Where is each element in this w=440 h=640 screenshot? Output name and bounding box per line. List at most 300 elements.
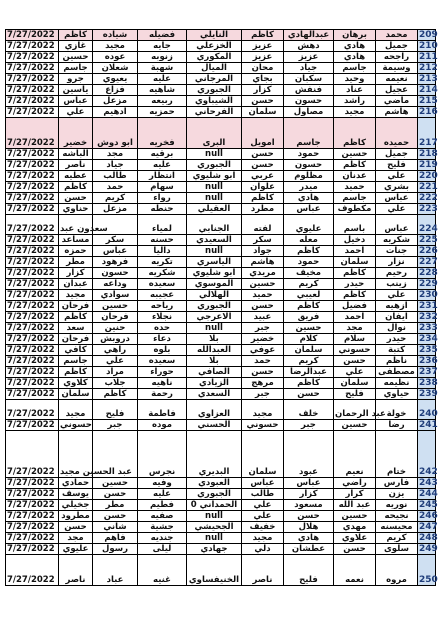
first-name-cell: علي	[376, 204, 418, 215]
row-number-cell: 225	[419, 235, 438, 245]
grandfather-cell: عزيز	[284, 52, 334, 63]
grandfather-cell: خلف	[284, 400, 334, 420]
first-name-cell: عباس	[376, 215, 418, 235]
mother-father-cell: مطرد	[242, 204, 284, 215]
grandfather-cell: هادي	[284, 193, 334, 204]
father-cell: كاظم	[334, 268, 376, 279]
mother-first-name-cell: فطيم	[138, 500, 187, 511]
date-cell: 7/27/2022	[6, 431, 59, 478]
tribe-cell: الخزعلي	[187, 41, 242, 52]
tribe-cell: null	[187, 533, 242, 544]
grandfather-name-cell: حمادي	[59, 478, 93, 489]
mother-first-name-cell: عليه	[138, 489, 187, 500]
mother-first-name-cell: شهبة	[138, 63, 187, 74]
tribe-cell: null	[187, 149, 242, 160]
row-number-cell: 227	[419, 257, 438, 267]
first-name-cell: راجحه	[376, 52, 418, 63]
table-row	[6, 478, 436, 489]
father-name-cell: مزعل	[93, 96, 138, 107]
date-cell: 7/27/2022	[6, 511, 59, 522]
date-cell: 7/27/2022	[6, 400, 59, 420]
grandfather-name-cell: كلاوي	[59, 378, 93, 389]
grandfather-name-cell: غازي	[59, 41, 93, 52]
mother-father-cell: حسوني	[242, 420, 284, 431]
table-row	[6, 533, 436, 544]
tribe-cell: الاعرجي	[187, 312, 242, 323]
first-name-cell: فليح	[376, 160, 418, 171]
father-cell: برهان	[334, 30, 376, 41]
date-cell: 7/27/2022	[6, 389, 59, 400]
date-cell: 7/27/2022	[6, 312, 59, 323]
date-cell: 7/27/2022	[6, 149, 59, 160]
date-cell: 7/27/2022	[6, 204, 59, 215]
row-number-cell: 220	[419, 171, 438, 181]
table-row	[6, 118, 436, 149]
grandfather-cell: ميدر	[284, 182, 334, 193]
father-name-cell: عوده	[93, 52, 138, 63]
date-cell: 7/27/2022	[6, 257, 59, 268]
table-row	[6, 30, 436, 41]
grandfather-name-cell: عطيه	[59, 171, 93, 182]
date-cell: 7/27/2022	[6, 290, 59, 301]
tribe-cell: الخنيفساوي	[187, 555, 242, 586]
first-name-cell: سلوى	[376, 544, 418, 555]
table-row	[6, 182, 436, 193]
mother-first-name-cell: ليلى	[138, 544, 187, 555]
tribe-cell: الفرحاني	[187, 107, 242, 118]
tribe-cell: العبودي	[187, 478, 242, 489]
father-name-cell: عباس	[93, 246, 138, 257]
grandfather-name-cell: جخيلي	[59, 500, 93, 511]
father-cell: جاسم	[334, 193, 376, 204]
tribe-cell: الزيادي	[187, 378, 242, 389]
row-number-cell: 222	[419, 193, 438, 203]
grandfather-name-cell: سلمان	[59, 389, 93, 400]
father-cell: حسن	[334, 356, 376, 367]
grandfather-cell: سلمان	[284, 345, 334, 356]
grandfather-name-cell: كاظم	[59, 312, 93, 323]
tribe-cell: null	[187, 323, 242, 334]
table-row	[6, 96, 436, 107]
grandfather-name-cell: حسن	[59, 522, 93, 533]
mother-father-cell: جواد	[242, 246, 284, 257]
father-name-cell: مراد	[93, 367, 138, 378]
mother-father-cell: مجيد	[242, 533, 284, 544]
records-table	[5, 29, 436, 586]
mother-first-name-cell: موده	[138, 420, 187, 431]
row-number-cell: 250	[418, 555, 436, 586]
grandfather-name-cell: مساعد	[59, 235, 93, 246]
row-number-cell: 240	[418, 400, 436, 420]
grandfather-cell: جبر	[284, 420, 334, 431]
father-cell: حسن	[334, 544, 376, 555]
grandfather-cell: كاظم	[284, 301, 334, 312]
mother-first-name-cell: ربيعه	[138, 96, 187, 107]
mother-father-cell: محان	[242, 63, 284, 74]
mother-father-cell: سلمان	[242, 107, 284, 118]
grandfather-cell: كريم	[284, 279, 334, 290]
date-cell: 7/27/2022	[6, 356, 59, 367]
grandfather-cell: معله	[284, 235, 334, 246]
mother-father-cell: كاظم	[242, 193, 284, 204]
tribe-cell: السعيدي	[187, 235, 242, 246]
first-name-cell: رضا	[376, 420, 418, 431]
table-row	[6, 204, 436, 215]
tribe-cell: الموسوي	[187, 279, 242, 290]
table-row	[6, 431, 436, 478]
mother-first-name-cell: داليا	[138, 246, 187, 257]
tribe-cell: null	[187, 511, 242, 522]
grandfather-name-cell: فرحان	[59, 301, 93, 312]
grandfather-name-cell: سعد	[59, 323, 93, 334]
mother-father-cell: هاشم	[242, 257, 284, 268]
table-row	[6, 63, 436, 74]
row-number-cell: 230	[419, 290, 438, 300]
mother-father-cell: ناصر	[242, 555, 284, 586]
father-cell: نعمه	[334, 555, 376, 586]
grandfather-cell: حسن	[284, 511, 334, 522]
mother-father-cell: طالب	[242, 489, 284, 500]
row-number-cell: 246	[419, 511, 438, 521]
grandfather-cell: عباس	[284, 204, 334, 215]
father-cell: عناد	[334, 85, 376, 96]
father-name-cell: فرحان	[93, 312, 138, 323]
mother-father-cell: مجيد	[242, 400, 284, 420]
first-name-cell: نزار	[376, 257, 418, 268]
mother-father-cell: مريدي	[242, 268, 284, 279]
table-row	[6, 193, 436, 204]
grandfather-cell: مصاول	[284, 107, 334, 118]
grandfather-cell: هادي	[284, 533, 334, 544]
tribe-cell: الصافي	[187, 367, 242, 378]
grandfather-name-cell: جرو	[59, 74, 93, 85]
row-number-cell: 223	[419, 204, 438, 214]
grandfather-cell: سكبان	[284, 74, 334, 85]
grandfather-cell: مسعود	[284, 500, 334, 511]
date-cell: 7/27/2022	[6, 544, 59, 555]
father-cell: فضيل	[334, 301, 376, 312]
first-name-cell: مصطفى	[376, 367, 418, 378]
mother-father-cell: كزار	[242, 85, 284, 96]
table-row	[6, 160, 436, 171]
father-name-cell: شاني	[93, 522, 138, 533]
grandfather-name-cell: عباس	[59, 96, 93, 107]
date-cell: 7/27/2022	[6, 420, 59, 431]
father-cell: راشد	[334, 96, 376, 107]
father-name-cell: حسون	[93, 268, 138, 279]
mother-father-cell: سكر	[242, 235, 284, 246]
grandfather-name-cell: جاسم	[59, 63, 93, 74]
father-name-cell: فزاع	[93, 85, 138, 96]
grandfather-cell: حمود	[284, 257, 334, 268]
table-row	[6, 489, 436, 500]
date-cell: 7/27/2022	[6, 107, 59, 118]
grandfather-name-cell: مطرود	[59, 511, 93, 522]
first-name-cell: عجيل	[376, 85, 418, 96]
row-number-cell: 237	[419, 367, 438, 377]
first-name-cell: حياوي	[376, 389, 418, 400]
mother-first-name-cell: عليه	[138, 74, 187, 85]
first-name-cell: حيدر	[376, 334, 418, 345]
father-name-cell: ادهيم	[93, 107, 138, 118]
father-cell: مهدي	[334, 522, 376, 533]
father-cell: عبد الرحمان	[334, 400, 376, 420]
mother-first-name-cell: ناهيه	[138, 378, 187, 389]
father-name-cell: مجيد	[93, 41, 138, 52]
table-row	[6, 171, 436, 182]
grandfather-name-cell: خضير	[59, 118, 93, 149]
father-name-cell: فليح	[93, 400, 138, 420]
father-cell: عدنان	[334, 171, 376, 182]
tribe-cell: ابو شليوي	[187, 171, 242, 182]
tribe-cell: العقيلي	[187, 204, 242, 215]
mother-father-cell: حميد	[242, 290, 284, 301]
row-number-cell: 244	[419, 489, 438, 499]
first-name-cell: ناظم	[376, 356, 418, 367]
grandfather-cell: عباس	[284, 478, 334, 489]
grandfather-cell: حسون	[284, 96, 334, 107]
table-row	[6, 522, 436, 533]
father-name-cell: حمد	[93, 182, 138, 193]
row-number-cell: 233	[419, 323, 438, 333]
first-name-cell: بشري	[376, 182, 418, 193]
mother-father-cell: علي	[242, 500, 284, 511]
first-name-cell: نجيحه	[376, 511, 418, 522]
grandfather-name-cell: يوسف	[59, 489, 93, 500]
grandfather-name-cell: كافي	[59, 345, 93, 356]
table-row	[6, 279, 436, 290]
tribe-cell: الياسري	[187, 257, 242, 268]
first-name-cell: ماضي	[376, 96, 418, 107]
row-number-cell: 238	[419, 378, 438, 388]
grandfather-name-cell: كاظم	[59, 30, 93, 41]
mother-first-name-cell: فضيله	[138, 30, 187, 41]
mother-first-name-cell: فاطمة	[138, 400, 187, 420]
father-cell: فليح	[334, 389, 376, 400]
table-row	[6, 215, 436, 235]
grandfather-name-cell: ناصر	[59, 555, 93, 586]
father-name-cell: رسول	[93, 544, 138, 555]
row-number-cell: 224	[418, 215, 436, 235]
table-row	[6, 301, 436, 312]
table-row	[6, 235, 436, 246]
date-cell: 7/27/2022	[6, 489, 59, 500]
father-name-cell: فرهود	[93, 257, 138, 268]
table-row	[6, 420, 436, 431]
mother-first-name-cell: لمياء	[138, 215, 187, 235]
grandfather-name-cell: مجد	[59, 533, 93, 544]
grandfather-cell: فريق	[284, 312, 334, 323]
grandfather-cell: عطشان	[284, 544, 334, 555]
date-cell: 7/27/2022	[6, 235, 59, 246]
grandfather-name-cell: حسن	[59, 193, 93, 204]
mother-first-name-cell: سعيده	[138, 356, 187, 367]
date-cell: 7/27/2022	[6, 522, 59, 533]
mother-first-name-cell: زنوبه	[138, 52, 187, 63]
row-number-cell: 210	[419, 41, 438, 51]
tribe-cell: المكوري	[187, 52, 242, 63]
date-cell: 7/27/2022	[6, 246, 59, 257]
father-cell: هادي	[334, 52, 376, 63]
grandfather-cell: لعيبي	[284, 290, 334, 301]
father-cell: وحيد	[334, 74, 376, 85]
mother-first-name-cell: بلوه	[138, 345, 187, 356]
mother-first-name-cell: انتظار	[138, 171, 187, 182]
grandfather-name-cell: مجيد	[59, 400, 93, 420]
father-name-cell: حسن	[93, 511, 138, 522]
date-cell: 7/27/2022	[6, 478, 59, 489]
table-row	[6, 555, 436, 586]
date-cell: 7/27/2022	[6, 378, 59, 389]
date-cell: 7/27/2022	[6, 118, 59, 149]
mother-father-cell: حسن	[242, 160, 284, 171]
date-cell: 7/27/2022	[6, 52, 59, 63]
father-cell: سلمان	[334, 257, 376, 268]
mother-first-name-cell: حنطه	[138, 204, 187, 215]
father-name-cell: عباد	[93, 555, 138, 586]
father-cell: حسين	[334, 149, 376, 160]
row-number-cell: 213	[419, 74, 438, 84]
table-row	[6, 257, 436, 268]
father-name-cell: فاهم	[93, 533, 138, 544]
mother-father-cell: جبر	[242, 323, 284, 334]
table-row	[6, 41, 436, 52]
row-number-cell: 214	[419, 85, 438, 95]
father-name-cell: ابو دوش	[93, 118, 138, 149]
table-row	[6, 544, 436, 555]
spreadsheet	[0, 29, 440, 605]
first-name-cell: محمد	[376, 30, 418, 41]
mother-father-cell: عزيز	[242, 52, 284, 63]
row-number-cell: 221	[419, 182, 438, 192]
date-cell: 7/27/2022	[6, 500, 59, 511]
father-name-cell: طالب	[93, 171, 138, 182]
grandfather-cell: فليح	[284, 555, 334, 586]
father-name-cell: مجد	[93, 149, 138, 160]
father-cell: باسم	[334, 215, 376, 235]
mother-first-name-cell: شاهيه	[138, 85, 187, 96]
row-number-cell: 211	[419, 52, 438, 62]
date-cell: 7/27/2022	[6, 193, 59, 204]
grandfather-name-cell: جاسم	[59, 356, 93, 367]
first-name-cell: عباس	[376, 193, 418, 204]
date-cell: 7/27/2022	[6, 555, 59, 586]
table-row	[6, 74, 436, 85]
grandfather-name-cell: كاظم	[59, 182, 93, 193]
mother-father-cell: حمد	[242, 356, 284, 367]
mother-father-cell: عربي	[242, 171, 284, 182]
grandfather-name-cell: فرحان	[59, 334, 93, 345]
grandfather-name-cell: ناصر	[59, 160, 93, 171]
grandfather-cell: كاظم	[284, 378, 334, 389]
tribe-cell: السعدي	[187, 389, 242, 400]
first-name-cell: كتبة	[376, 345, 418, 356]
first-name-cell: خولة	[376, 400, 418, 420]
mother-first-name-cell: عليه	[138, 160, 187, 171]
father-cell: حميد	[334, 182, 376, 193]
father-cell: كاظم	[334, 118, 376, 149]
row-number-cell: 242	[418, 431, 436, 478]
first-name-cell: جميل	[376, 149, 418, 160]
first-name-cell: حميده	[376, 118, 418, 149]
mother-first-name-cell: رواء	[138, 193, 187, 204]
row-number-cell: 239	[419, 389, 438, 399]
first-name-cell: زينب	[376, 279, 418, 290]
father-name-cell: علي	[93, 356, 138, 367]
tribe-cell: الجبوري	[187, 489, 242, 500]
mother-father-cell: حسين	[242, 279, 284, 290]
date-cell: 7/27/2022	[6, 279, 59, 290]
first-name-cell: نوال	[376, 323, 418, 334]
father-cell: نعيم	[334, 431, 376, 478]
tribe-cell: المرجاني	[187, 74, 242, 85]
tribe-cell: الجنابي	[187, 215, 242, 235]
father-cell: سلمان	[334, 378, 376, 389]
date-cell: 7/27/2022	[6, 215, 59, 235]
date-cell: 7/27/2022	[6, 533, 59, 544]
first-name-cell: ازهيه	[376, 301, 418, 312]
father-name-cell: جلاب	[93, 378, 138, 389]
table-row	[6, 323, 436, 334]
grandfather-name-cell: ياسين	[59, 85, 93, 96]
tribe-cell: الهلالي	[187, 290, 242, 301]
tribe-cell: العبدالله	[187, 345, 242, 356]
table-row	[6, 246, 436, 257]
grandfather-name-cell: حسين	[59, 52, 93, 63]
father-name-cell: يعيوي	[93, 74, 138, 85]
tribe-cell: بلا	[187, 356, 242, 367]
grandfather-cell: عليوي	[284, 215, 334, 235]
date-cell: 7/27/2022	[6, 268, 59, 279]
mother-first-name-cell: رحمة	[138, 389, 187, 400]
mother-father-cell: لفته	[242, 215, 284, 235]
first-name-cell: هاشم	[376, 107, 418, 118]
tribe-cell: جهادي	[187, 544, 242, 555]
first-name-cell: مروه	[376, 555, 418, 586]
grandfather-name-cell: الباشه	[59, 149, 93, 160]
date-cell: 7/27/2022	[6, 30, 59, 41]
father-name-cell: حسين	[93, 478, 138, 489]
father-name-cell: جبر	[93, 420, 138, 431]
table-row	[6, 500, 436, 511]
grandfather-name-cell: سعدون عبد	[59, 215, 93, 235]
grandfather-name-cell: عليوي	[59, 544, 93, 555]
father-cell: مجد	[334, 323, 376, 334]
table-row	[6, 356, 436, 367]
mother-first-name-cell: صفيه	[138, 511, 187, 522]
mother-first-name-cell: نجلاء	[138, 312, 187, 323]
father-name-cell: راهي	[93, 345, 138, 356]
table-row	[6, 400, 436, 420]
grandfather-cell: هلال	[284, 522, 334, 533]
row-number-cell: 247	[419, 522, 438, 532]
tribe-cell: النايلي	[187, 30, 242, 41]
mother-first-name-cell: دعاء	[138, 334, 187, 345]
grandfather-cell: جياد	[284, 63, 334, 74]
table-row	[6, 312, 436, 323]
father-name-cell: سوادي	[93, 290, 138, 301]
father-cell: حسين	[334, 420, 376, 431]
row-number-cell: 219	[419, 160, 438, 170]
first-name-cell: يزن	[376, 489, 418, 500]
mother-father-cell: بجاي	[242, 74, 284, 85]
mother-first-name-cell: حمزيه	[138, 107, 187, 118]
mother-father-cell: حسن	[242, 301, 284, 312]
grandfather-cell: مخيف	[284, 268, 334, 279]
table-row	[6, 511, 436, 522]
first-name-cell: وسيمة	[376, 63, 418, 74]
first-name-cell: جميل	[376, 41, 418, 52]
